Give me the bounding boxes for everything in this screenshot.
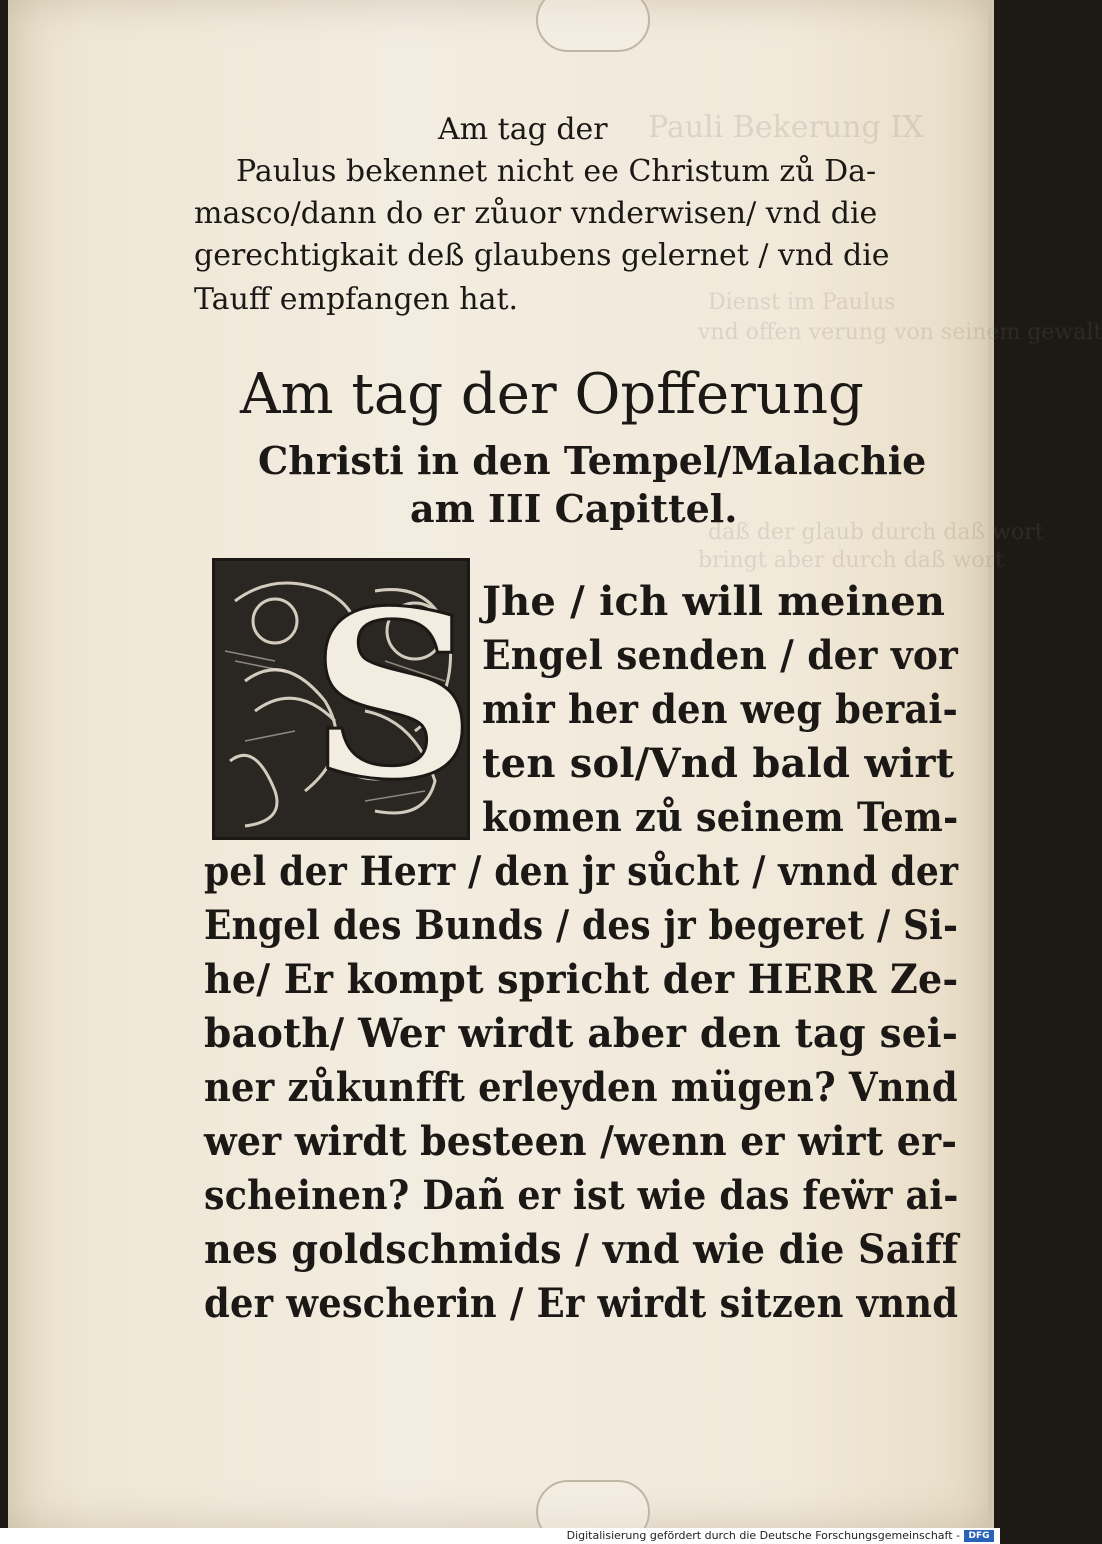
initial-letter: S [310,561,477,831]
woodcut-initial [212,558,477,840]
body-line: scheinen? Dañ er ist wie das feẅr ai- [204,1172,959,1219]
body-line: Jhe / ich will meinen [482,578,946,625]
body-line: wer wirdt besteen /wenn er wirt er- [204,1118,958,1165]
body-line: baoth/ Wer wirdt aber den tag sei- [204,1010,959,1057]
body-line: Engel senden / der vor [482,632,958,679]
header-line: gerechtigkait deß glaubens gelernet / vnd die [194,238,890,273]
show-through-texture: Pauli Bekerung IX Dienst im Paulus vnd offen verung von seinem gewalt daß der glaub durch daß wort bringt aber durch daß wort [648,110,1102,573]
body-line: he/ Er kompt spricht der HERR Ze- [204,956,959,1003]
body-line: nes goldschmids / vnd wie die Saiff [204,1226,959,1273]
funding-footer [0,1528,1000,1544]
header-line: masco/dann do er zůuor vnderwisen/ vnd die [194,196,878,231]
section-subtitle: am III Capittel. [410,486,738,531]
body-line: ner zůkunfft erleyden mügen? Vnnd [204,1064,958,1111]
body-line: komen zů seinem Tem- [482,794,959,841]
body-line: ten sol/Vnd bald wirt [482,740,955,787]
header-line: Paulus bekennet nicht ee Christum zů Da- [236,154,877,189]
book-page [8,0,1102,1528]
dfg-logo: DFG [964,1530,994,1542]
clip-tab-top [536,0,650,52]
section-title: Am tag der Opfferung [240,362,864,427]
header-line: Tauff empfangen hat. [194,282,519,317]
header-line: Am tag der [438,112,608,147]
body-line: der wescherin / Er wirdt sitzen vnnd [204,1280,959,1327]
body-line: Engel des Bunds / des jr begeret / Si- [204,902,959,949]
funding-credit-text: Digitalisierung gefördert durch die Deutsche Forschungsgemeinschaft - [566,1529,960,1542]
body-line: pel der Herr / den jr sůcht / vnnd der [204,848,959,895]
body-line: mir her den weg berai- [482,686,959,733]
section-subtitle: Christi in den Tempel/Malachie [258,438,927,483]
